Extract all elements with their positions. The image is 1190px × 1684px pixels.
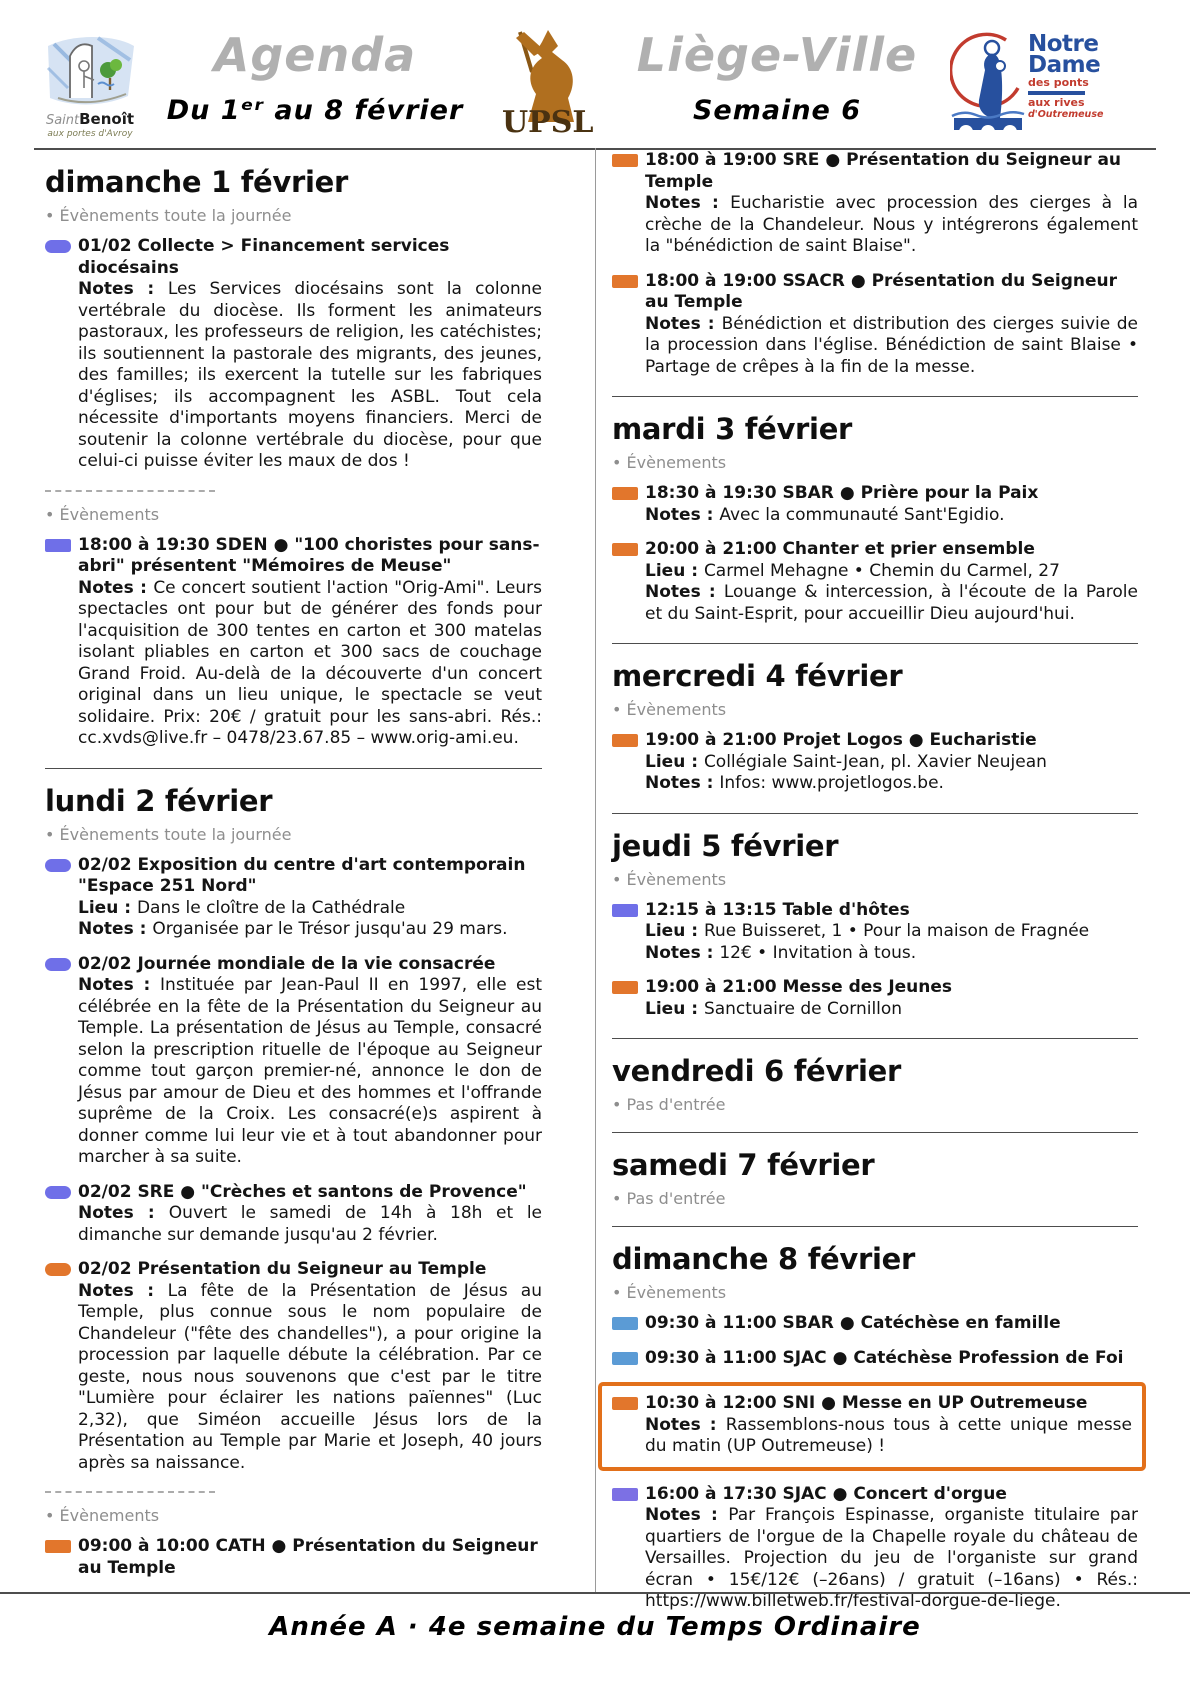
event: [45, 855, 542, 941]
event-marker-icon: [612, 275, 638, 288]
event-title: 12:15 à 13:15 Table d'hôtes: [645, 899, 910, 920]
footer-divider-line: [0, 1592, 1190, 1594]
left-column: [45, 150, 542, 1592]
event-notes: Notes : Avec la communauté Sant'Egidio.: [645, 504, 1005, 525]
page-header: [0, 0, 1190, 148]
date-range: Du 1ᵉʳ au 8 février: [166, 95, 464, 126]
day-heading: samedi 7 février: [612, 1148, 875, 1182]
event-marker-icon: [612, 487, 638, 500]
event-notes: Notes : Infos: www.projetlogos.be.: [645, 773, 944, 793]
footer-liturgical-week: Année A · 4e semaine du Temps Ordinaire: [269, 1612, 921, 1642]
event: [612, 730, 1138, 795]
event-detail-label: Lieu :: [645, 921, 704, 941]
event-detail-label: Notes :: [78, 975, 161, 995]
notre-dame-word-notre: Notre: [1028, 31, 1099, 57]
day-heading: dimanche 1 février: [45, 165, 349, 199]
event-lieu: Lieu : Dans le cloître de la Cathédrale: [78, 897, 406, 918]
event: [612, 900, 1138, 965]
day-separator-line: [612, 396, 1138, 397]
event-marker-icon: [612, 734, 638, 747]
day-heading: lundi 2 février: [45, 783, 273, 818]
event-title: 18:00 à 19:00 SRE ● Présentation du Seigneur au Temple: [645, 150, 1122, 192]
event: [612, 150, 1138, 258]
event-title: 02/02 Exposition du centre d'art contemporain "Espace 251 Nord": [78, 854, 526, 896]
event-title: 01/02 Collecte > Financement services diocésains: [78, 236, 450, 278]
saint-benoit-word-benoit: Benoît: [79, 110, 135, 128]
event-detail-label: Notes :: [645, 1414, 726, 1435]
day-separator-line: [45, 768, 542, 769]
event: [612, 1313, 1138, 1335]
event: [45, 1536, 542, 1579]
week-label: Semaine 6: [692, 95, 862, 126]
section-label: • Pas d'entrée: [612, 1189, 726, 1208]
section-label: • Évènements: [45, 504, 160, 524]
saint-benoit-word-saint: Saint: [45, 113, 80, 128]
event-notes: Notes : Eucharistie avec procession des cierges à la crèche de la Chandeleur. Nous y intégrerons également la "bénédiction de saint Blaise".: [645, 193, 1138, 256]
event-detail-label: Lieu :: [645, 560, 704, 581]
event-notes: Notes : Par François Espinasse, organiste titulaire par quartiers de l'orgue de la Chapelle royale du château de Versailles. Projection du jeu de l'organiste sur grand écran • 15€/12€ (–26ans) / gratuit (–16ans) • Rés.: https://www.billetweb.fr/festival-dorgue-de-liege.: [645, 1505, 1138, 1611]
section-label: • Évènements: [612, 1283, 727, 1302]
event-notes: Notes : Organisée par le Trésor jusqu'au 29 mars.: [78, 919, 508, 939]
event-marker-icon: [612, 981, 638, 994]
event-detail-label: Notes :: [645, 773, 720, 793]
event: [45, 1182, 542, 1247]
event-detail-label: Notes :: [78, 1203, 169, 1223]
event-title: 18:30 à 19:30 SBAR ● Prière pour la Paix: [645, 483, 1039, 503]
notre-dame-logo: [950, 26, 1154, 138]
upsl-logo-text: UPSL: [502, 105, 594, 138]
event-marker-icon: [45, 240, 71, 253]
day-heading: mercredi 4 février: [612, 659, 903, 693]
event-detail-label: Notes :: [645, 504, 720, 525]
event-notes: Notes : La fête de la Présentation de Jésus au Temple, plus connue sous le nom populaire de Chandeleur ("fête des chandelles"), a pour origine la procession par laquelle débute la célébration. Par ce geste, nous nous souvenons que c'est par le titre "Lumière pour éclairer les nations païennes" (Luc 2,32), que Siméon accueille Jésus lors de la Présentation au Temple par Marie et Joseph, 40 jours après sa naissance.: [78, 1280, 542, 1473]
event-notes: Notes : Instituée par Jean-Paul II en 1997, elle est célébrée en la fête de la Présentation du Seigneur au Temple. La présentation de Jésus au Temple, consacré selon la prescription rituelle de l'époque au Seigneur comme tout garçon premier-né, annonce le don de Jésus par amour de Dieu et des hommes et l'offrande suprême de la Croix. Les consacré(e)s aspirent à donner comme lui leur vie et à tout abandonner pour marcher à sa suite.: [78, 975, 542, 1167]
event-detail-label: Notes :: [78, 279, 168, 299]
event: [612, 1348, 1138, 1370]
day-separator-line: [612, 643, 1138, 644]
saint-benoit-logo: [36, 34, 144, 139]
day-heading: vendredi 6 février: [612, 1054, 902, 1088]
event: [612, 539, 1138, 625]
column-divider-line: [595, 148, 596, 1592]
event-marker-icon: [612, 1317, 638, 1330]
event-notes: Notes : Les Services diocésains sont la colonne vertébrale du diocèse. Ils forment les animateurs pastoraux, les professeurs de religion, les catéchistes; ils soutiennent la pastorale des migrants, des jeunes, des familles; ils exercent la tutelle sur les fabriques d'églises; ils accompagnent les ASBL. Tout cela nécessite d'importants moyens financiers. Merci de soutenir la colonne vertébrale du diocèse, pour que celui-ci puisse éviter les maux de dos !: [78, 279, 542, 471]
upsl-logo: [498, 26, 598, 138]
event-marker-icon: [45, 958, 71, 971]
event-notes: Notes : Louange & intercession, à l'écoute de la Parole et du Saint-Esprit, pour accueillir Dieu aujourd'hui.: [645, 582, 1138, 624]
event-detail-label: Notes :: [645, 1505, 729, 1525]
event-marker-icon: [45, 1540, 71, 1553]
event-detail-label: Notes :: [645, 193, 731, 213]
event-detail-label: Notes :: [78, 919, 153, 939]
notre-dame-text-block: [1028, 26, 1103, 138]
event-notes: Notes : 12€ • Invitation à tous.: [645, 942, 917, 963]
event-title: 16:00 à 17:30 SJAC ● Concert d'orgue: [645, 1483, 1007, 1504]
section-label: • Évènements: [612, 453, 727, 472]
event-title: 18:00 à 19:00 SSACR ● Présentation du Seigneur au Temple: [645, 270, 1118, 312]
event-marker-icon: [612, 1352, 638, 1365]
saint-benoit-logo-icon: [38, 34, 142, 108]
event-notes: Notes : Bénédiction et distribution des cierges suivie de la procession dans l'église. Bénédiction de saint Blaise • Partage de crêpes à la fin de la messe.: [645, 313, 1138, 377]
saint-benoit-tagline: aux portes d'Avroy: [47, 129, 133, 139]
section-label: • Évènements: [612, 869, 727, 889]
event-title: 02/02 Journée mondiale de la vie consacrée: [78, 953, 496, 974]
section-label: • Évènements: [45, 1506, 160, 1525]
event-title: 02/02 Présentation du Seigneur au Temple: [78, 1259, 487, 1279]
event-detail-label: Notes :: [645, 942, 720, 963]
event-marker-icon: [45, 539, 71, 552]
event-detail-label: Notes :: [78, 577, 154, 598]
event-marker-icon: [45, 859, 71, 872]
event-notes: Notes : Ouvert le samedi de 14h à 18h et le dimanche sur demande jusqu'au 2 février.: [78, 1203, 542, 1245]
event: [45, 535, 542, 750]
city-title: Liège-Ville: [636, 28, 918, 82]
event-lieu: Lieu : Sanctuaire de Cornillon: [645, 998, 903, 1019]
event: [45, 954, 542, 1169]
upsl-logo-icon: [498, 26, 598, 138]
event-notes: Notes : Rassemblons-nous tous à cette unique messe du matin (UP Outremeuse) !: [645, 1414, 1132, 1456]
city-title-block: [612, 28, 942, 126]
event-marker-icon: [612, 154, 638, 167]
event-lieu: Lieu : Collégiale Saint-Jean, pl. Xavier Neujean: [645, 751, 1047, 772]
event-title: 18:00 à 19:30 SDEN ● "100 choristes pour sans-abri" présentent "Mémoires de Meuse": [78, 534, 540, 576]
dashed-separator: [45, 1491, 215, 1493]
event-title: 19:00 à 21:00 Projet Logos ● Eucharistie: [645, 730, 1037, 750]
day-heading: mardi 3 février: [612, 412, 853, 446]
event-title: 02/02 SRE ● "Crèches et santons de Provence": [78, 1181, 527, 1202]
agenda-title: Agenda: [213, 28, 417, 82]
day-separator-line: [612, 813, 1138, 814]
dashed-separator: [45, 490, 215, 492]
notre-dame-word-desponts: des ponts: [1028, 76, 1089, 89]
event: [45, 1259, 542, 1474]
event: [598, 1382, 1146, 1471]
day-separator-line: [612, 1132, 1138, 1133]
event-detail-label: Lieu :: [645, 751, 704, 772]
event-title: 09:30 à 11:00 SJAC ● Catéchèse Profession de Foi: [645, 1347, 1124, 1368]
event-lieu: Lieu : Carmel Mehagne • Chemin du Carmel, 27: [645, 560, 1060, 581]
day-separator-line: [612, 1226, 1138, 1227]
event-marker-icon: [612, 1488, 638, 1501]
event: [612, 483, 1138, 526]
right-column: [612, 150, 1138, 1626]
event: [612, 977, 1138, 1020]
notre-dame-word-dame: Dame: [1028, 52, 1101, 78]
event-marker-icon: [45, 1263, 71, 1276]
event: [612, 271, 1138, 379]
section-label: • Pas d'entrée: [612, 1095, 726, 1114]
event-title: 09:30 à 11:00 SBAR ● Catéchèse en famille: [645, 1313, 1061, 1333]
section-label: • Évènements toute la journée: [45, 206, 292, 225]
event-detail-label: Lieu :: [645, 998, 704, 1019]
day-heading: jeudi 5 février: [612, 828, 839, 863]
event-marker-icon: [612, 1397, 638, 1410]
section-label: • Évènements toute la journée: [45, 824, 292, 844]
saint-benoit-logo-name: [36, 112, 144, 128]
event-marker-icon: [45, 1186, 71, 1199]
event-title: 19:00 à 21:00 Messe des Jeunes: [645, 977, 953, 997]
event-marker-icon: [612, 904, 638, 917]
event-lieu: Lieu : Rue Buisseret, 1 • Pour la maison de Fragnée: [645, 921, 1090, 941]
section-label: • Évènements: [612, 700, 727, 719]
event-detail-label: Notes :: [645, 313, 722, 334]
event-notes: Notes : Ce concert soutient l'action "Orig-Ami". Leurs spectacles ont pour but de générer des fonds pour l'acquisition de 300 tentes en carton et 300 matelas isolant pliables en carton et 300 sacs de couchage Grand Froid. Au-delà de la découverte d'un concert original dans un lieu unique, le spectacle se veut solidaire. Prix: 20€ / gratuit pour les sans-abri. Rés.: cc.xvds@live.fr – 0478/23.67.85 – www.orig-ami.eu.: [78, 577, 542, 748]
event-title: 09:00 à 10:00 CATH ● Présentation du Seigneur au Temple: [78, 1536, 538, 1578]
event-detail-label: Notes :: [645, 582, 724, 602]
day-separator-line: [612, 1038, 1138, 1039]
event-title: 20:00 à 21:00 Chanter et prier ensemble: [645, 539, 1035, 559]
event-detail-label: Lieu :: [78, 897, 137, 918]
notre-dame-word-outremeuse: d'Outremeuse: [1028, 109, 1104, 120]
agenda-title-block: [160, 28, 470, 126]
event-title: 10:30 à 12:00 SNI ● Messe en UP Outremeuse: [645, 1393, 1088, 1413]
event: [45, 236, 542, 473]
event-marker-icon: [612, 543, 638, 556]
notre-dame-logo-icon: [950, 26, 1026, 134]
notre-dame-word-auxrives: aux rives: [1028, 91, 1085, 109]
day-heading: dimanche 8 février: [612, 1242, 916, 1276]
event-detail-label: Notes :: [78, 1280, 168, 1301]
